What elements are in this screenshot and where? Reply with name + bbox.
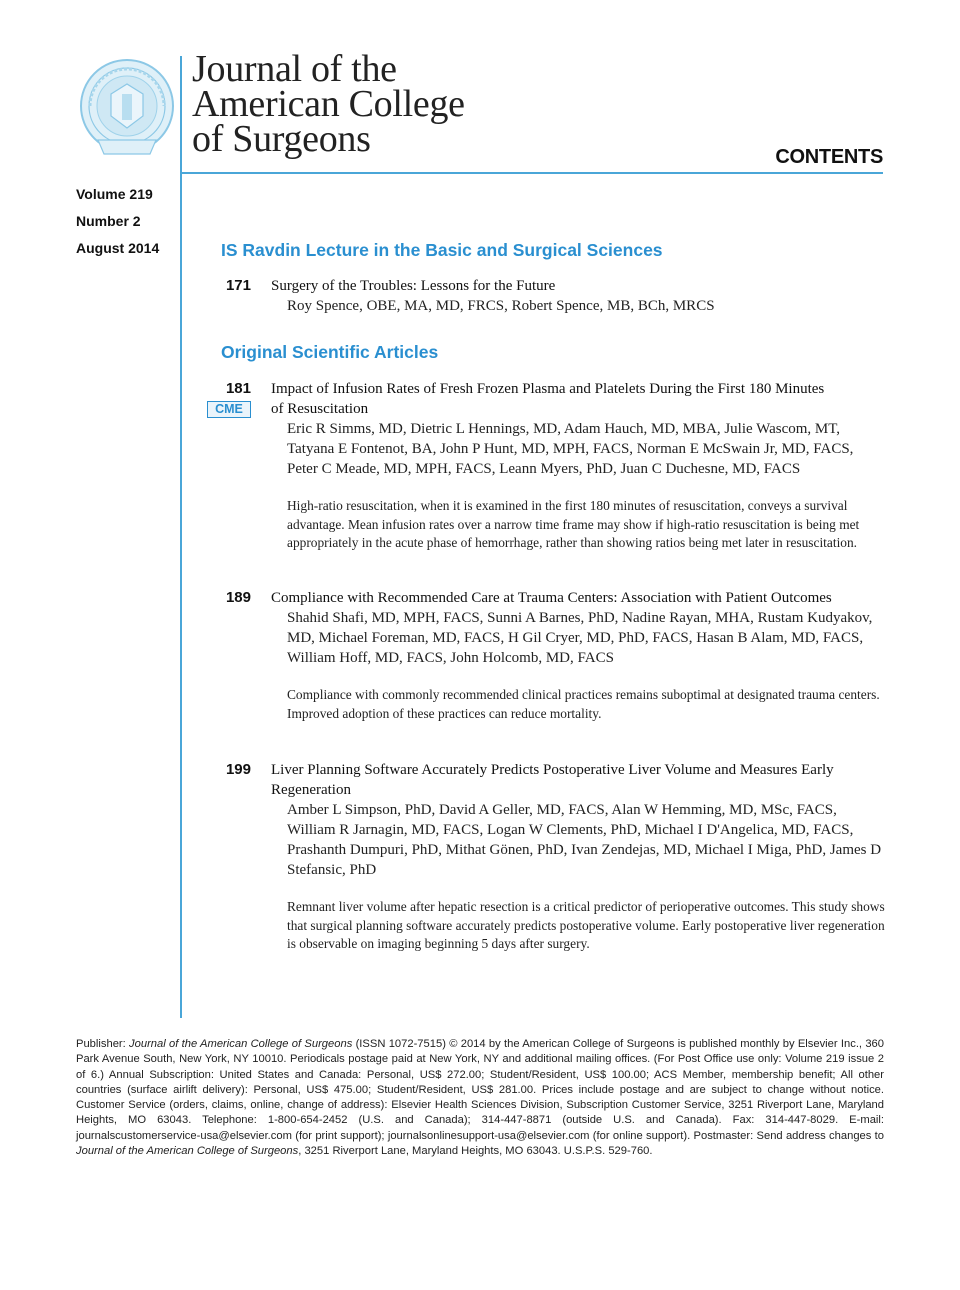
publisher-text: (ISSN 1072-7515) © 2014 by the American College of Surgeons is published monthly by Elsevier Inc., 360 Park Avenue South, New York, NY 10010. Periodicals postage paid at New York, NY and additional mailing offices. (For Post Office use only: Volume 219 issue 2 of 6.) Annual Subscription: United States and Canada: Personal, US$ 272.00; Student/Resident, US$ 100.00; ACS Member, membership benefit; All other countries (surface airlift delivery): Personal, US$ 475.00; Student/Resident, US$ 281.00. Prices include postage and are subject to change without notice. Customer Service (orders, claims, online, change of address): Elsevier Health Sciences Division, Subscription Customer Service, 3251 Riverport Lane, Maryland Heights, MO 63043. Telephone: 1-800-654-2452 (U.S. and Canada); 314-447-8871 (outside U.S. and Canada). Fax: 314-447-8029. E-mail: journalscustomerservice-usa@elsevier.com (for print support); journalsonlinesupport-usa@elsevier.com (for online support). Postmaster: Send address changes to [76,1038,884,1142]
article-171[interactable] [205,276,885,316]
article-199[interactable] [205,760,885,954]
article-abstract: Remnant liver volume after hepatic resection is a critical predictor of perioperative outcomes. This study shows that surgical planning software accurately predicts postoperative volume. Early postoperative liver regeneration is observable on imaging beginning 5 days after surgery. [287,899,885,951]
issue-info [76,186,159,267]
journal-title-line-1: Journal of the [192,48,397,90]
article-page-number: 181 [225,380,251,397]
article-181[interactable] [205,379,885,553]
contents-label: CONTENTS [775,146,883,168]
article-abstract: Compliance with commonly recommended clinical practices remains suboptimal at designated trauma centers. Improved adoption of these practices can reduce mortality. [287,687,880,721]
acs-seal-logo [76,54,178,164]
article-page-number: 189 [225,589,251,606]
publisher-label: Publisher: [76,1038,126,1050]
article-title[interactable]: Surgery of the Troubles: Lessons for the Future [271,278,556,294]
publisher-address: , 3251 Riverport Lane, Maryland Heights, MO 63043. U.S.P.S. 529-760. [298,1145,653,1158]
article-authors: Eric R Simms, MD, Dietric L Hennings, MD, Adam Hauch, MD, MBA, Julie Wascom, MT, Tatyana E Fontenot, BA, John P Hunt, MD, MPH, FACS, Norman E McSwain Jr, MD, FACS, Peter C Meade, MD, MPH, FACS, Leann Myers, PhD, Juan C Duchesne, MD, FACS [287,421,854,477]
article-title[interactable]: Liver Planning Software Accurately Predicts Postoperative Liver Volume and Measures Early Regeneration [271,762,834,798]
section-heading-ravdin-lecture: IS Ravdin Lecture in the Basic and Surgical Sciences [221,240,663,260]
article-title[interactable]: Impact of Infusion Rates of Fresh Frozen Plasma and Platelets During the First 180 Minutes of Resuscitation [271,381,825,417]
cme-badge[interactable]: CME [207,401,251,418]
journal-masthead [192,48,465,160]
issue-volume: Volume 219 [76,186,153,202]
journal-title-line-3: of Surgeons [192,118,371,160]
article-page-number: 171 [225,277,251,294]
publisher-journal-name: Journal of the American College of Surgeons [129,1038,353,1050]
header-rule [182,172,883,174]
publisher-info [76,1037,884,1159]
sidebar-rule [180,56,182,1018]
article-abstract: High-ratio resuscitation, when it is examined in the first 180 minutes of resuscitation, conveys a survival advantage. Mean infusion rates over a narrow time frame may show if high-ratio resuscitation is being met appropriately in the acute phase of hemorrhage, rather than showing ratios being met later in resuscitation. [287,498,860,550]
article-page-number: 199 [225,761,251,778]
article-authors: Roy Spence, OBE, MA, MD, FRCS, Robert Spence, MB, BCh, MRCS [287,298,715,314]
publisher-journal-name-2: Journal of the American College of Surgeons [76,1145,299,1158]
section-heading-original-articles: Original Scientific Articles [221,342,439,362]
issue-number: Number 2 [76,213,141,229]
journal-title-line-2: American College [192,83,465,125]
article-189[interactable] [205,588,885,723]
issue-date: August 2014 [76,240,160,256]
article-authors: Amber L Simpson, PhD, David A Geller, MD, FACS, Alan W Hemming, MD, MSc, FACS, William R Jarnagin, MD, FACS, Logan W Clements, PhD, Michael I D'Angelica, MD, FACS, Prashanth Dumpuri, PhD, Mithat Gönen, PhD, Ivan Zendejas, MD, Michael I Miga, PhD, James D Stefansic, PhD [287,802,882,878]
article-authors: Shahid Shafi, MD, MPH, FACS, Sunni A Barnes, PhD, Nadine Rayan, MHA, Rustam Kudyakov, MD, Michael Foreman, MD, FACS, H Gil Cryer, MD, PhD, FACS, Hasan B Alam, MD, FACS, William Hoff, MD, FACS, John Holcomb, MD, FACS [287,610,873,666]
article-title[interactable]: Compliance with Recommended Care at Trauma Centers: Association with Patient Outcomes [271,590,832,606]
